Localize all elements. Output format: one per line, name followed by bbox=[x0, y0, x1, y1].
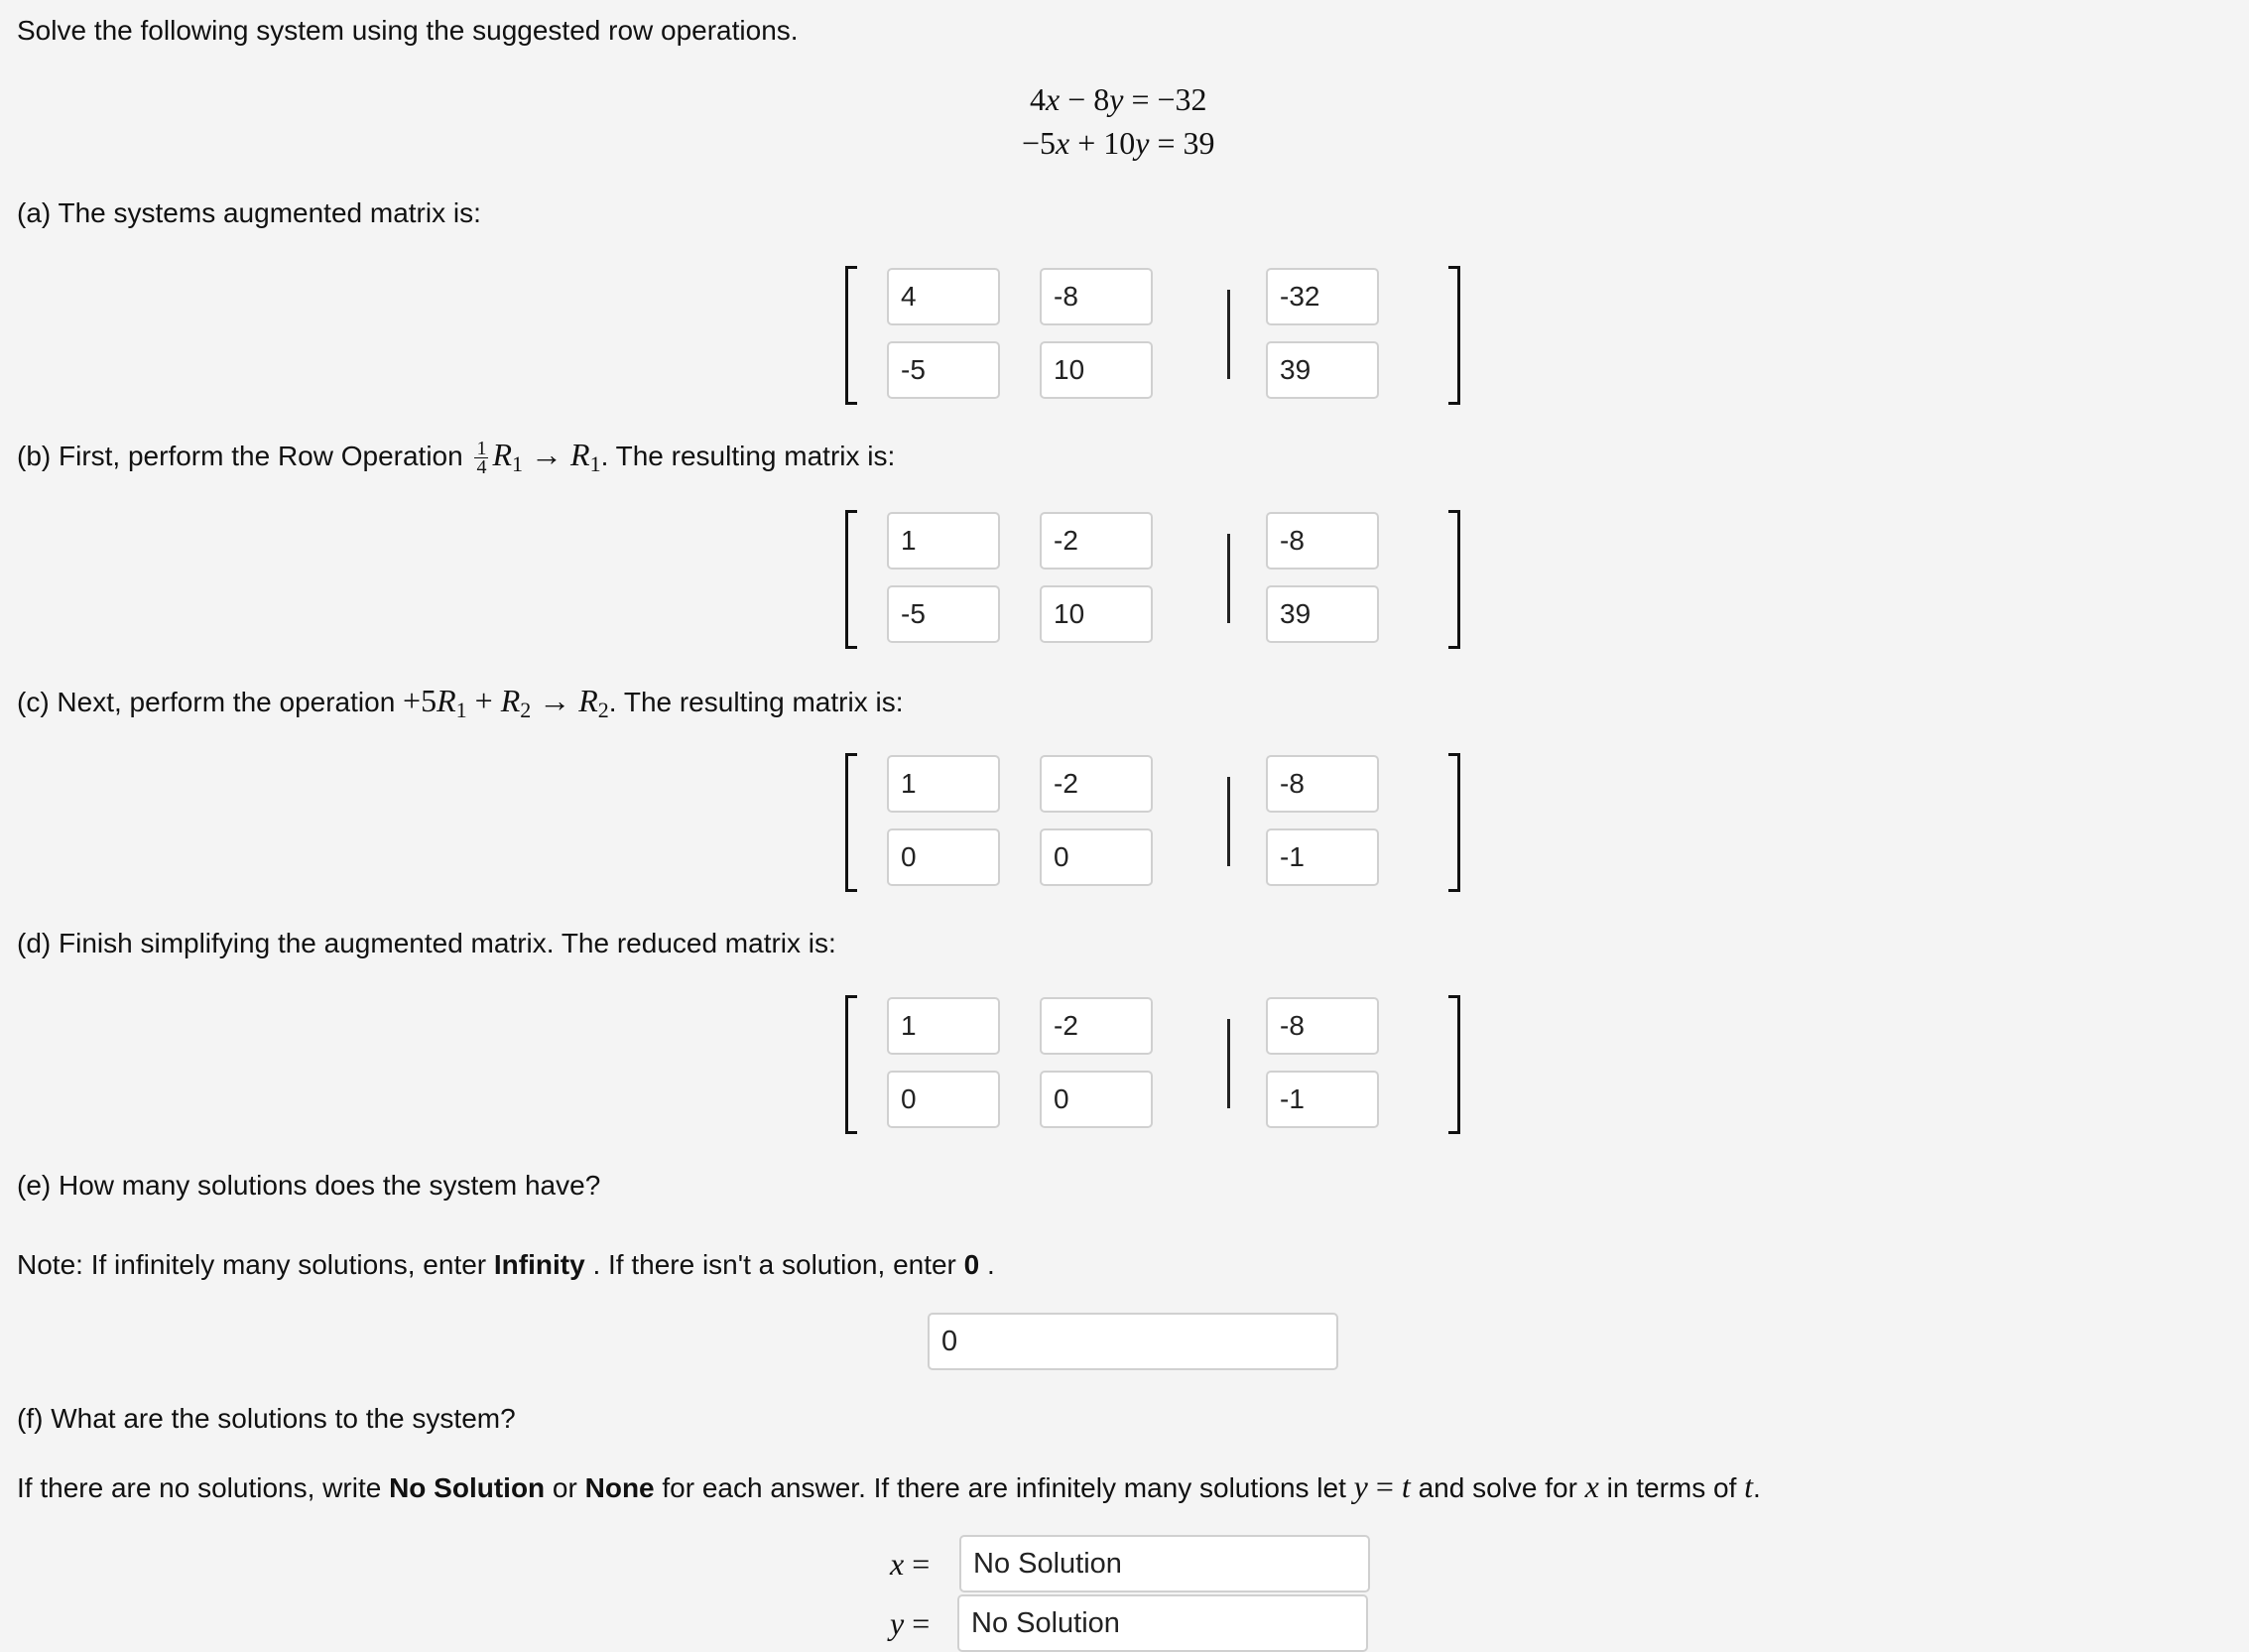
matrix-b-r1c1[interactable] bbox=[887, 512, 1000, 570]
num-solutions-input[interactable] bbox=[928, 1313, 1338, 1370]
left-bracket bbox=[845, 753, 857, 892]
matrix-a-r2c1[interactable] bbox=[887, 341, 1000, 399]
matrix-d-r1c2[interactable] bbox=[1040, 997, 1153, 1055]
matrix-a-r1c1[interactable] bbox=[887, 268, 1000, 325]
matrix-b-r1c2[interactable] bbox=[1040, 512, 1153, 570]
part-e-note: Note: If infinitely many solutions, enter Infinity . If there isn't a solution, enter 0 . bbox=[17, 1249, 995, 1280]
matrix-a bbox=[0, 266, 2249, 411]
augment-divider bbox=[1227, 534, 1230, 623]
matrix-c-r2c3[interactable] bbox=[1266, 828, 1379, 886]
matrix-c-r1c3[interactable] bbox=[1266, 755, 1379, 813]
matrix-c-r1c1[interactable] bbox=[887, 755, 1000, 813]
matrix-d-r2c3[interactable] bbox=[1266, 1071, 1379, 1128]
equation-2: −5x + 10y = 39 bbox=[1022, 125, 1215, 161]
part-f-instructions: If there are no solutions, write No Solution or None for each answer. If there are infinitely many solutions let y = t and solve for x in terms of t. bbox=[17, 1468, 1761, 1504]
matrix-d-r1c3[interactable] bbox=[1266, 997, 1379, 1055]
left-bracket bbox=[845, 266, 857, 405]
augment-divider bbox=[1227, 290, 1230, 379]
part-b-label: (b) First, perform the Row Operation $\frac{1}{4}$ $R_1 \to R_1$. The resulting matrix is: bbox=[17, 437, 896, 479]
matrix-a-r2c3[interactable] bbox=[1266, 341, 1379, 399]
right-bracket bbox=[1448, 753, 1460, 892]
matrix-a-r1c3[interactable] bbox=[1266, 268, 1379, 325]
matrix-d-r2c2[interactable] bbox=[1040, 1071, 1153, 1128]
matrix-a-r1c2[interactable] bbox=[1040, 268, 1153, 325]
matrix-b-r2c1[interactable] bbox=[887, 585, 1000, 643]
fraction-one-quarter: $\frac{1}{4}$ bbox=[476, 438, 487, 479]
matrix-b bbox=[0, 510, 2249, 655]
matrix-a-r2c2[interactable] bbox=[1040, 341, 1153, 399]
left-bracket bbox=[845, 995, 857, 1134]
augment-divider bbox=[1227, 777, 1230, 866]
right-bracket bbox=[1448, 266, 1460, 405]
left-bracket bbox=[845, 510, 857, 649]
matrix-c-r2c2[interactable] bbox=[1040, 828, 1153, 886]
matrix-b-r2c2[interactable] bbox=[1040, 585, 1153, 643]
part-c-label: (c) Next, perform the operation $+5R_1 + R_2 \to R_2$. The resulting matrix is: bbox=[17, 683, 904, 722]
matrix-c-r1c2[interactable] bbox=[1040, 755, 1153, 813]
matrix-d-r2c1[interactable] bbox=[887, 1071, 1000, 1128]
y-answer-input[interactable] bbox=[957, 1594, 1368, 1652]
matrix-d bbox=[0, 995, 2249, 1140]
y-label: y = bbox=[890, 1605, 931, 1641]
matrix-c-r2c1[interactable] bbox=[887, 828, 1000, 886]
x-label: x = bbox=[890, 1546, 931, 1582]
matrix-c bbox=[0, 753, 2249, 898]
part-e-label: (e) How many solutions does the system have? bbox=[17, 1170, 601, 1201]
system-equations bbox=[1022, 77, 1215, 165]
problem-intro: Solve the following system using the suggested row operations. bbox=[17, 15, 799, 46]
part-f-label: (f) What are the solutions to the system? bbox=[17, 1403, 516, 1434]
matrix-b-r2c3[interactable] bbox=[1266, 585, 1379, 643]
matrix-b-r1c3[interactable] bbox=[1266, 512, 1379, 570]
x-answer-input[interactable] bbox=[959, 1535, 1370, 1592]
part-a-label: (a) The systems augmented matrix is: bbox=[17, 197, 481, 228]
right-bracket bbox=[1448, 510, 1460, 649]
matrix-d-r1c1[interactable] bbox=[887, 997, 1000, 1055]
right-bracket bbox=[1448, 995, 1460, 1134]
equation-1: 4x − 8y = −32 bbox=[1030, 81, 1207, 117]
augment-divider bbox=[1227, 1019, 1230, 1108]
part-d-label: (d) Finish simplifying the augmented matrix. The reduced matrix is: bbox=[17, 928, 836, 958]
